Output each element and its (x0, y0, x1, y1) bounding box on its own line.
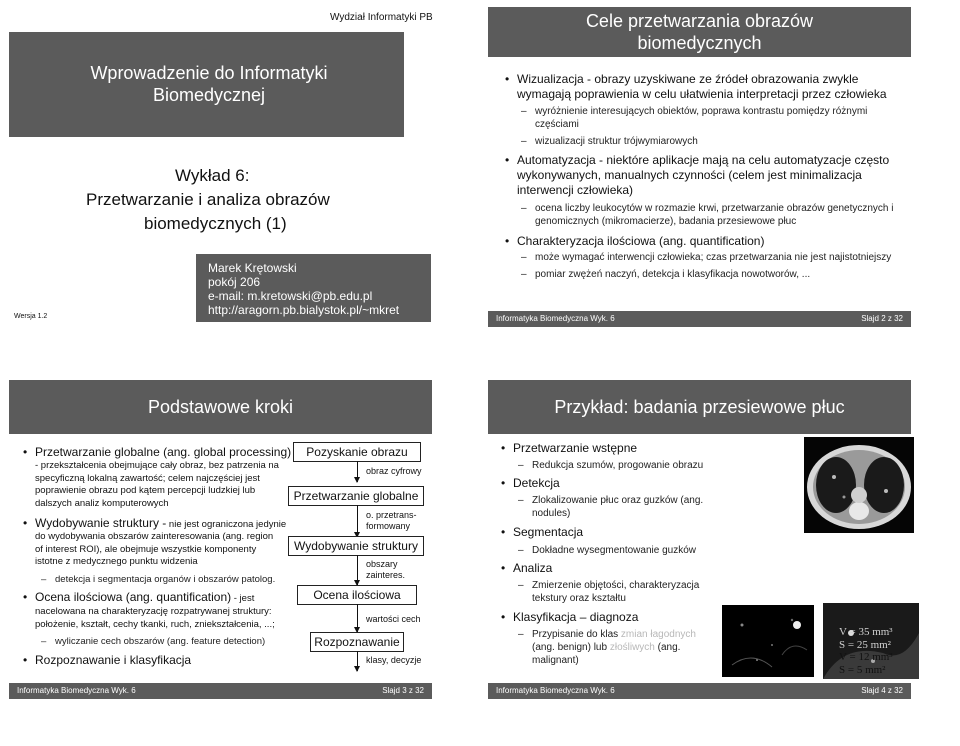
flow-label-digital: obraz cyfrowy (366, 466, 422, 476)
footer-slide-number: Slajd 2 z 32 (861, 314, 903, 323)
flow-arrow-1 (357, 461, 358, 482)
bullet-structure-extraction (35, 516, 286, 532)
flow-arrow-3 (357, 555, 358, 585)
flow-box-quantification: Ocena ilościowa (297, 585, 417, 605)
slide2-title-line2: biomedycznych (637, 33, 762, 53)
sub-analysis (532, 579, 712, 605)
course-title-box (9, 32, 404, 137)
course-title: Wprowadzenie do Informatyki Biomedycznej (90, 63, 328, 105)
desc-text: - przekształcenia obejmujące cały obraz, bez patrzenia na (35, 460, 279, 471)
bullet-text: • Wizualizacja - obrazy uzyskiwane ze źródeł obrazowania zwykle (517, 72, 859, 86)
bullet-text: Ocena ilościowa (ang. quantification) (35, 590, 232, 604)
sub-text: malignant) (532, 655, 579, 666)
desc-text: of interest ROI), ale obejmuje wszystkie komponenty (35, 543, 257, 555)
sub-quantification-3: – wyliczanie cech obszarów (ang. feature detection) (55, 635, 265, 648)
sub-detection (532, 494, 712, 520)
bullet-classification: • Klasyfikacja – diagnoza (513, 610, 638, 625)
bullet-text: wymagają poprawienia w celu ułatwienia interpretacji przez człowieka (517, 87, 887, 101)
ct-lung-scan-image (804, 437, 914, 533)
slide2-title-line1: Cele przetwarzania obrazów (585, 11, 814, 31)
bullet-detection: • Detekcja (513, 476, 560, 491)
bullet-quantification: • Charakteryzacja ilościowa (ang. quantification) (517, 234, 764, 249)
slide2-footer (488, 311, 911, 327)
bullet-automation (517, 153, 917, 198)
flow-label-text: o. przetrans- (366, 510, 417, 520)
footer-course: Informatyka Biomedyczna Wyk. 6 (17, 686, 136, 695)
sub-quantification-2: – pomiar zwężeń naczyń, detekcja i klasyfikacja nowotworów, ... (535, 268, 810, 281)
slide-1 (0, 0, 480, 340)
sub-visualization-1 (535, 105, 915, 131)
flow-box-structure: Wydobywanie struktury (288, 536, 424, 556)
nodule-measurements (839, 626, 909, 676)
global-processing-desc (35, 460, 285, 510)
volume-value: V = 35 mm³ (839, 626, 893, 638)
lecture-number: Wykład 6: (175, 166, 250, 185)
sub-text-part: Przypisanie do klas (532, 629, 619, 640)
slide-3 (0, 375, 480, 746)
bullet-analysis: • Analiza (513, 561, 552, 576)
sub-preprocessing: – Redukcja szumów, progowanie obrazu (532, 459, 703, 472)
slide3-title: Podstawowe kroki (147, 397, 294, 417)
sub-text: częściami (535, 119, 579, 130)
structure-extraction-desc (35, 531, 285, 569)
bullet-text-cont: nie jest ograniczona jedynie (166, 519, 287, 530)
bullet-preprocessing: • Przetwarzanie wstępne (513, 441, 637, 456)
flow-arrow-4 (357, 604, 358, 632)
desc-text: istotne z medycznego punktu widzenia (35, 556, 198, 567)
sub-automation-1 (535, 202, 915, 228)
lecture-title-line1: Przetwarzanie i analiza obrazów (86, 190, 330, 209)
slide2-title-bar (488, 7, 911, 57)
bullet-recognition: • Rozpoznawanie i klasyfikacja (35, 653, 191, 668)
sub-structure-extraction: – detekcja i segmentacja organów i obszarów patolog. (55, 573, 275, 586)
sub-visualization-2: – wizualizacji struktur trójwymiarowych (535, 135, 698, 148)
quantification-desc (35, 606, 295, 631)
sub-text: – ocena liczby leukocytów w rozmazie krwi, przetwarzanie obrazów genetycznych i (535, 203, 894, 214)
slide3-title-bar (9, 380, 432, 434)
flow-label-transformed (366, 510, 417, 532)
bullet-segmentation: • Segmentacja (513, 525, 583, 540)
flow-label-regions (366, 559, 405, 581)
flow-arrow-5 (357, 651, 358, 671)
sub-text (532, 641, 722, 654)
bullet-text: Wydobywanie struktury - (35, 516, 167, 530)
footer-slide-number: Slajd 3 z 32 (382, 686, 424, 695)
author-email: e-mail: m.kretowski@pb.edu.pl (208, 289, 373, 303)
bullet-text: • Automatyzacja - niektóre aplikacje mają na celu automatyzacje często (517, 153, 890, 167)
desc-text: specyficzną lokalną zawartość; celem najczęściej jest (35, 472, 260, 484)
sub-text: genomicznych (mikromacierze), badania przesiewowe płuc (535, 216, 797, 227)
bullet-quantification-3 (35, 590, 254, 606)
bullet-visualization (517, 72, 917, 102)
version-label: Wersja 1.2 (14, 313, 48, 320)
flow-box-recognition: Rozpoznawanie (310, 632, 404, 652)
sub-text: – wyróżnienie interesujących obiektów, poprawa kontrastu pomiędzy różnymi (535, 106, 868, 117)
footer-slide-number: Slajd 4 z 32 (861, 686, 903, 695)
sub-text (532, 628, 722, 641)
sub-text-faded: zmian łagodnych (618, 629, 696, 640)
sub-text-part: (ang. (654, 642, 681, 653)
slide4-footer (488, 683, 911, 699)
sub-text: – Zlokalizowanie płuc oraz guzków (ang. (532, 495, 704, 506)
desc-text: do wydobywania obszarów zainteresowania (ang. region (35, 531, 274, 542)
flow-box-acquisition: Pozyskanie obrazu (293, 442, 421, 462)
sub-text-faded: złośliwych (607, 642, 655, 653)
flow-label-text: formowany (366, 521, 411, 531)
volume-value: V = 12 mm³ (839, 651, 893, 663)
flow-box-global: Przetwarzanie globalne (288, 486, 424, 506)
footer-course: Informatyka Biomedyczna Wyk. 6 (496, 686, 615, 695)
ct-lung-region-image (722, 605, 814, 677)
sub-text: nodules) (532, 508, 571, 519)
slide4-title: Przykład: badania przesiewowe płuc (554, 397, 845, 417)
author-box (196, 254, 431, 322)
ct-lung-graphic (804, 437, 914, 533)
surface-value: S = 25 mm² (839, 638, 891, 651)
slide-4 (485, 375, 960, 746)
sub-text-part: (ang. benign) lub (532, 642, 608, 653)
desc-text: dalszych analiz komputerowych (35, 497, 169, 509)
slide3-footer (9, 683, 432, 699)
sub-classification (532, 628, 722, 667)
ct-region-graphic (722, 605, 814, 677)
slide-2 (485, 0, 960, 340)
faculty-label: Wydział Informatyki PB (330, 12, 433, 23)
sub-quantification-1: – może wymagać interwencji człowieka; czas przetwarzania nie jest najistotniejszy (535, 251, 891, 264)
desc-text: nacelowana na charakteryzację rozpatrywanej struktury: (35, 606, 272, 617)
author-url: http://aragorn.pb.bialystok.pl/~mkret (208, 303, 400, 317)
lecture-title-line2: biomedycznych (1) (144, 214, 287, 233)
footer-course: Informatyka Biomedyczna Wyk. 6 (496, 314, 615, 323)
flow-label-text: obszary (366, 559, 398, 569)
desc-text: poprawienie obrazu pod kątem percepcji ludzkiej lub (35, 485, 256, 496)
surface-value: S = 5 mm² (839, 663, 886, 676)
sub-text: – Zmierzenie objętości, charakteryzacja (532, 580, 700, 591)
author-room: pokój 206 (208, 275, 261, 289)
bullet-global-processing: • Przetwarzanie globalne (ang. global processing) (35, 445, 291, 460)
sub-text: tekstury oraz kształtu (532, 593, 626, 604)
flow-arrow-2 (357, 505, 358, 537)
flow-label-text: zainteres. (366, 570, 406, 580)
bullet-text: wykonywanych, manualnych czynności (celem jest minimalizacja (517, 168, 862, 182)
flow-label-features: wartości cech (366, 614, 421, 624)
sub-segmentation: – Dokładne wysegmentowanie guzków (532, 544, 696, 557)
flow-label-classes: klasy, decyzje (366, 655, 422, 665)
slide4-title-bar (488, 380, 911, 434)
desc-text: położenie, kształt, cechy tkanki, ruch, zniekształcenia, ...; (35, 618, 275, 630)
bullet-text: interwencji człowieka) (517, 183, 634, 197)
author-name: Marek Krętowski (208, 261, 297, 275)
bullet-text-cont: - jest (231, 593, 255, 604)
